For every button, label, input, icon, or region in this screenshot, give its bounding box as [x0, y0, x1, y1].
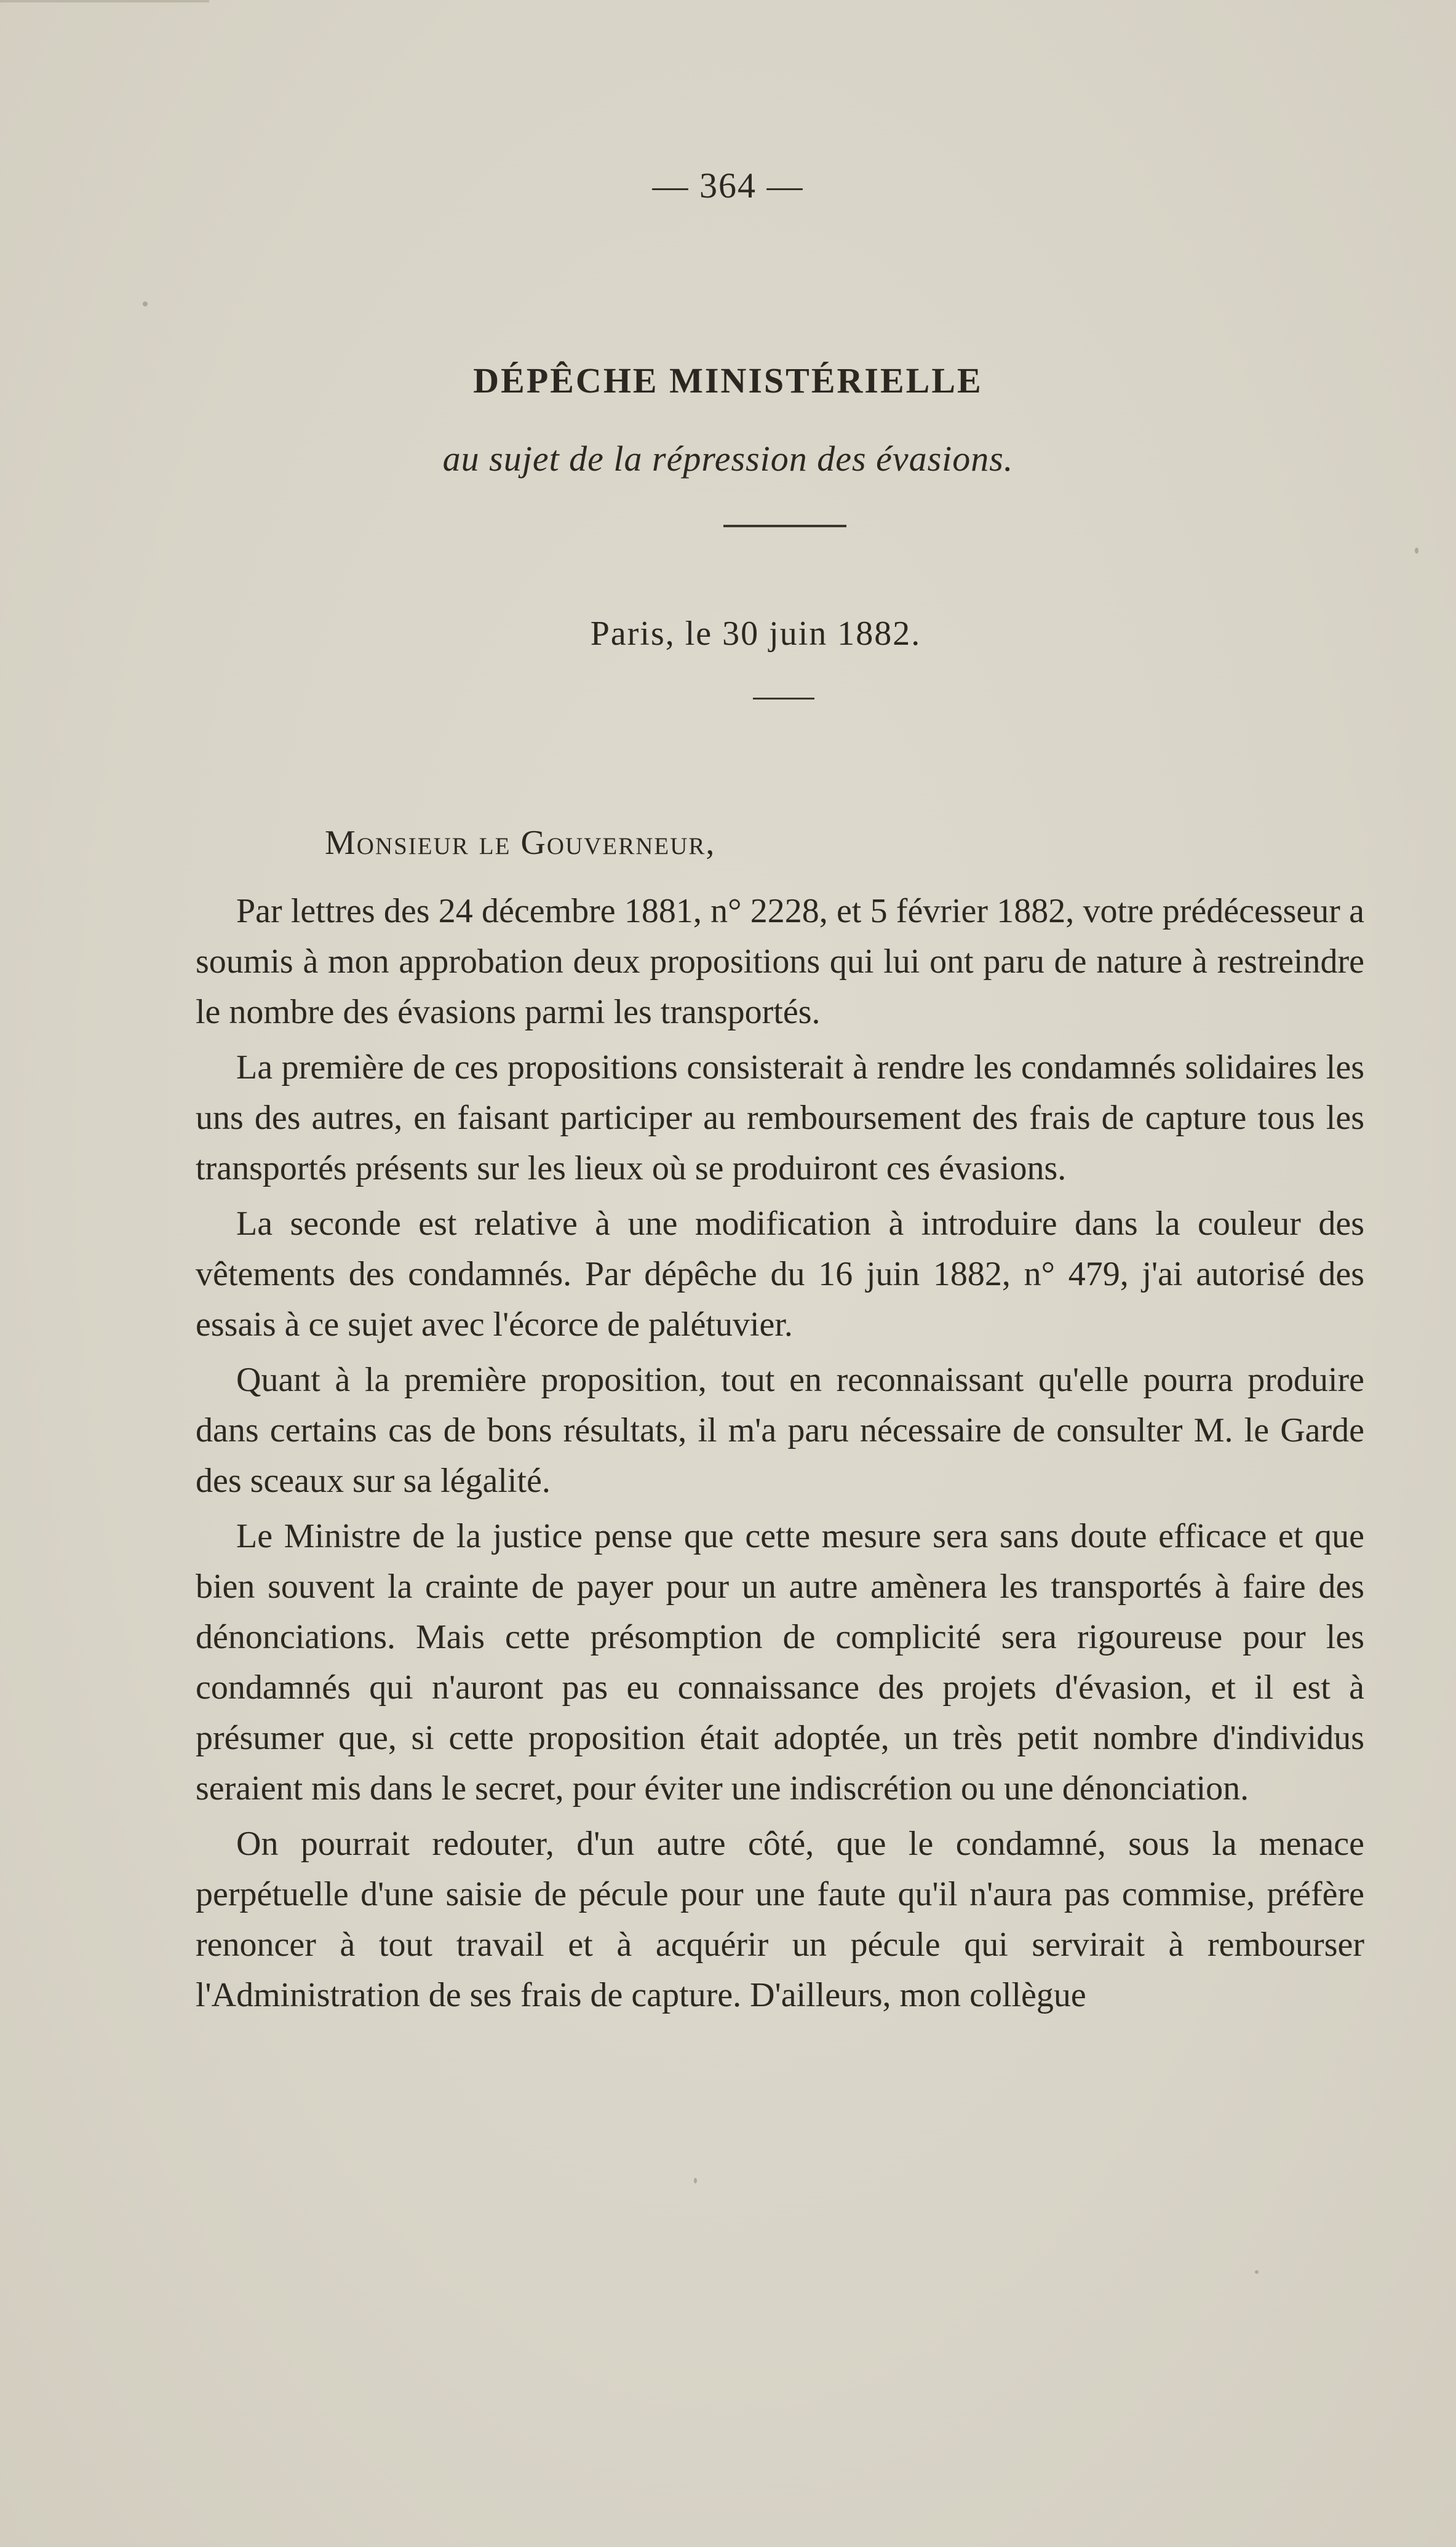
top-edge-rule [0, 0, 209, 2]
paper-speck [143, 301, 148, 306]
paragraph: Quant à la première proposition, tout en reconnaissant qu'elle pourra produire dans certains cas de bons résultats, il m'a paru nécessaire de consulter M. le Garde des sceaux sur sa légalité. [196, 1361, 1364, 1500]
paragraph: La seconde est relative à une modification à introduire dans la couleur des vêtements des condamnés. Par dépêche du 16 juin 1882, n° 479, j'ai autorisé des essais à ce sujet avec l'écorce de palétuvier. [196, 1205, 1364, 1344]
paper-speck [1415, 548, 1418, 554]
paragraph: Par lettres des 24 décembre 1881, n° 2228, et 5 février 1882, votre prédécesseur a soumis à mon approbation deux propositions qui lui ont paru de nature à restreindre le nombre des évasions parmi les transportés. [196, 892, 1364, 1031]
paper-speck [1255, 2270, 1259, 2274]
paragraph: La première de ces propositions consisterait à rendre les condamnés solidaires les uns des autres, en faisant participer au remboursement des frais de capture tous les transportés présents sur les lieux où se produiront ces évasions. [196, 1048, 1364, 1187]
title-divider [723, 525, 846, 527]
page-number: — 364 — [652, 165, 804, 205]
paper-speck [694, 2178, 697, 2183]
document-subtitle: au sujet de la répression des évasions. [442, 439, 1014, 479]
document-title: DÉPÊCHE MINISTÉRIELLE [473, 361, 983, 401]
paragraph: On pourrait redouter, d'un autre côté, que le condamné, sous la menace perpétuelle d'une saisie de pécule pour une faute qu'il n'aura pas commise, préfère renoncer à tout travail et à acquérir un pécule qui servirait à rembourser l'Administration de ses frais de capture. D'ailleurs, mon collègue [196, 1825, 1364, 2014]
salutation: Monsieur le Gouverneur, [325, 824, 716, 862]
letter-body [196, 886, 1364, 2025]
dateline: Paris, le 30 juin 1882. [590, 615, 921, 653]
paragraph: Le Ministre de la justice pense que cette mesure sera sans doute efficace et que bien souvent la crainte de payer pour un autre amènera les transportés à faire des dénonciations. Mais cette présomption de complicité sera rigoureuse pour les condamnés qui n'auront pas eu connaissance des projets d'évasion, et il est à présumer que, si cette proposition était adoptée, un très petit nombre d'individus seraient mis dans le secret, pour éviter une indiscrétion ou une dénonciation. [196, 1517, 1364, 1808]
dateline-divider [753, 698, 814, 700]
